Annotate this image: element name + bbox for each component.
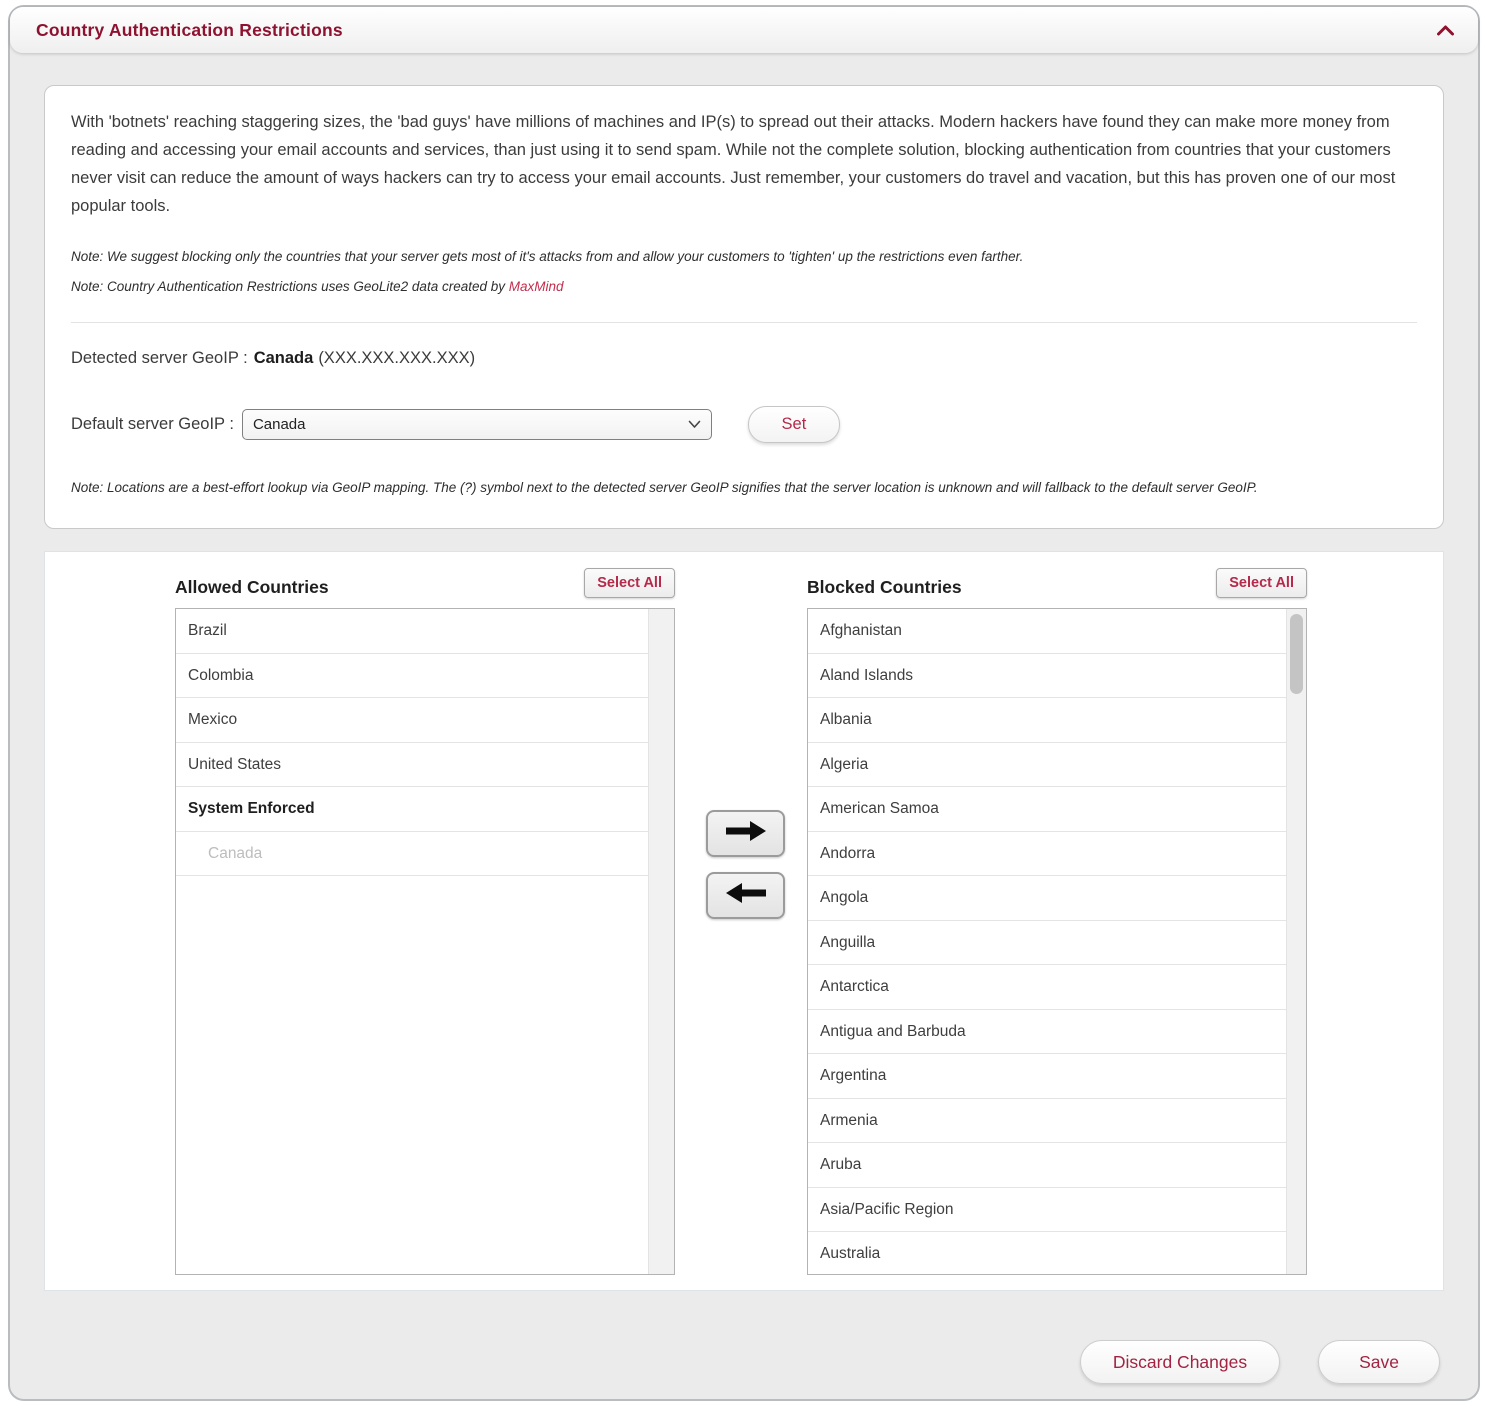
intro-geoip-box bbox=[44, 85, 1444, 529]
list-item[interactable]: Antarctica bbox=[808, 965, 1286, 1010]
list-item[interactable]: Angola bbox=[808, 876, 1286, 921]
move-to-blocked-button[interactable] bbox=[706, 810, 785, 857]
footer-actions bbox=[1080, 1340, 1440, 1384]
blocked-select-all-button[interactable]: Select All bbox=[1216, 568, 1307, 598]
allowed-select-all-button[interactable]: Select All bbox=[584, 568, 675, 598]
list-item[interactable]: American Samoa bbox=[808, 787, 1286, 832]
note-blocking-suggestion: Note: We suggest blocking only the countries that your server gets most of it's attacks from and allow your customers to 'tighten' up the restrictions even farther. bbox=[71, 249, 1024, 264]
country-auth-restrictions-panel bbox=[8, 5, 1480, 1401]
save-button[interactable]: Save bbox=[1318, 1340, 1440, 1384]
divider bbox=[71, 322, 1417, 323]
page-title: Country Authentication Restrictions bbox=[36, 19, 343, 40]
blocked-countries-header bbox=[807, 566, 1307, 598]
list-item[interactable]: Brazil bbox=[176, 609, 648, 654]
list-item[interactable]: Armenia bbox=[808, 1099, 1286, 1144]
system-enforced-item: Canada bbox=[176, 832, 648, 877]
move-to-allowed-button[interactable] bbox=[706, 872, 785, 919]
arrow-left-icon bbox=[723, 880, 769, 911]
list-item[interactable]: Colombia bbox=[176, 654, 648, 699]
blocked-countries-column bbox=[807, 566, 1307, 1275]
detected-geoip-label: Detected server GeoIP : bbox=[71, 349, 248, 367]
list-item[interactable]: Aland Islands bbox=[808, 654, 1286, 699]
default-geoip-select[interactable] bbox=[242, 409, 712, 440]
default-geoip-label: Default server GeoIP : bbox=[71, 415, 234, 433]
system-enforced-group bbox=[176, 832, 648, 877]
list-item[interactable]: Andorra bbox=[808, 832, 1286, 877]
allowed-countries-listbox bbox=[175, 608, 675, 1275]
default-geoip-selected-value: Canada bbox=[252, 416, 306, 433]
blocked-scrollbar[interactable] bbox=[1286, 609, 1306, 1274]
allowed-scrollbar[interactable] bbox=[648, 609, 674, 1274]
list-item[interactable]: Argentina bbox=[808, 1054, 1286, 1099]
list-item[interactable]: Albania bbox=[808, 698, 1286, 743]
intro-paragraph: With 'botnets' reaching staggering sizes, the 'bad guys' have millions of machines and IP(s) to spread out their attacks. Modern hackers have found they can make more money from reading and accessing your email accounts and services, than just using it to send spam. While not the complete solution, blocking authentication from countries that your customers never visit can reduce the amount of ways hackers can try to access your email accounts. Just remember, your customers do travel and vacation, but this has proven one of our most popular tools. bbox=[71, 113, 1396, 215]
note-geolite bbox=[71, 272, 1417, 302]
intro-notes bbox=[71, 242, 1417, 302]
chevron-up-icon[interactable] bbox=[1437, 25, 1454, 36]
blocked-countries-rows bbox=[808, 609, 1286, 1275]
section-header[interactable] bbox=[10, 7, 1478, 53]
list-item[interactable]: United States bbox=[176, 743, 648, 788]
list-item[interactable]: Asia/Pacific Region bbox=[808, 1188, 1286, 1233]
list-item[interactable]: Algeria bbox=[808, 743, 1286, 788]
detected-geoip-value: Canada bbox=[253, 349, 314, 367]
chevron-down-icon bbox=[688, 420, 701, 429]
blocked-scrollbar-thumb[interactable] bbox=[1290, 614, 1303, 694]
blocked-countries-title: Blocked Countries bbox=[807, 577, 962, 597]
allowed-items-group bbox=[176, 609, 648, 787]
blocked-countries-listbox bbox=[807, 608, 1307, 1275]
maxmind-link[interactable]: MaxMind bbox=[508, 279, 564, 294]
list-item[interactable]: Mexico bbox=[176, 698, 648, 743]
arrow-right-icon bbox=[723, 818, 769, 849]
default-geoip-row bbox=[71, 406, 1417, 443]
country-lists-panel bbox=[44, 551, 1444, 1291]
allowed-countries-rows bbox=[176, 609, 648, 876]
note-geolite-text: Note: Country Authentication Restrictions uses GeoLite2 data created by bbox=[71, 279, 509, 294]
allowed-countries-header bbox=[175, 566, 675, 598]
allowed-countries-column bbox=[175, 566, 675, 1275]
detected-geoip-ip: (XXX.XXX.XXX.XXX) bbox=[318, 349, 476, 367]
geoip-lookup-note: Note: Locations are a best-effort lookup via GeoIP mapping. The (?) symbol next to the detected server GeoIP signifies that the server location is unknown and will fallback to the default server GeoIP. bbox=[71, 480, 1258, 495]
list-item[interactable]: Australia bbox=[808, 1232, 1286, 1275]
detected-geoip-line bbox=[71, 349, 1417, 368]
allowed-countries-title: Allowed Countries bbox=[175, 577, 329, 597]
set-button[interactable]: Set bbox=[748, 406, 840, 443]
discard-changes-button[interactable]: Discard Changes bbox=[1080, 1340, 1280, 1384]
system-enforced-label: System Enforced bbox=[176, 787, 648, 832]
list-item[interactable]: Afghanistan bbox=[808, 609, 1286, 654]
list-item[interactable]: Antigua and Barbuda bbox=[808, 1010, 1286, 1055]
list-item[interactable]: Anguilla bbox=[808, 921, 1286, 966]
list-item[interactable]: Aruba bbox=[808, 1143, 1286, 1188]
